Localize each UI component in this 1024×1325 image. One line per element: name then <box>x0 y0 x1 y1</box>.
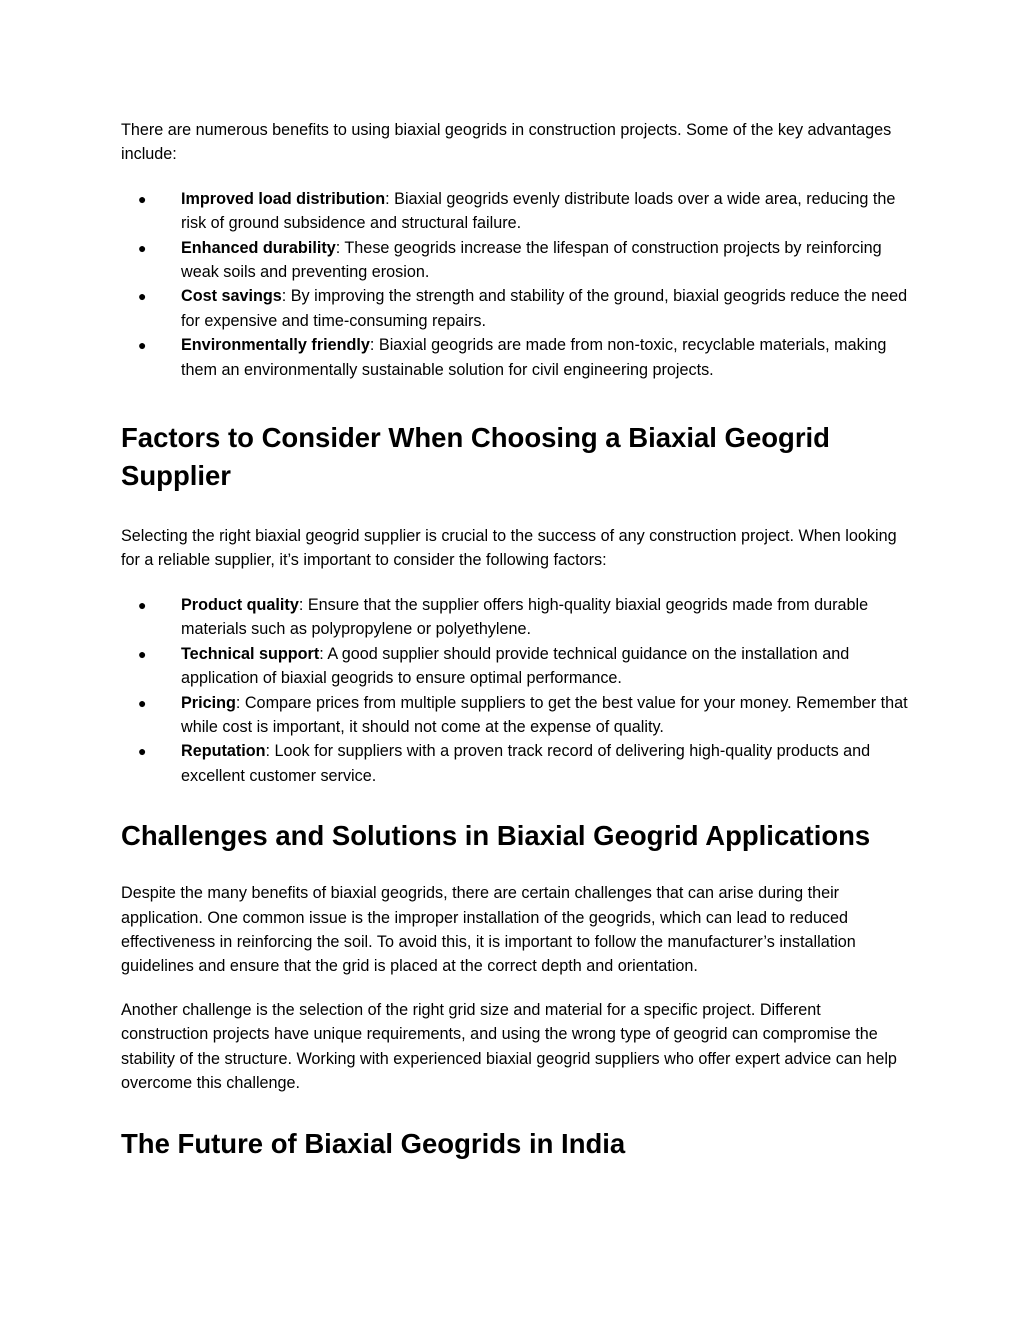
bullet-icon: ● <box>138 596 147 613</box>
list-item <box>121 691 911 740</box>
list-item-term: Cost savings <box>181 287 282 306</box>
bullet-icon: ● <box>138 190 147 207</box>
list-item-term: Reputation <box>181 742 266 761</box>
benefits-list <box>121 187 911 382</box>
list-item <box>121 284 911 333</box>
list-item-desc: : Compare prices from multiple suppliers to get the best value for your money. Remember that while cost is important, it should not come at the expense of quality. <box>181 693 908 736</box>
factors-list <box>121 593 911 788</box>
section-heading-future: The Future of Biaxial Geogrids in India <box>121 1128 626 1160</box>
bullet-icon: ● <box>138 743 147 760</box>
list-item-term: Improved load distribution <box>181 189 386 208</box>
list-item-term: Enhanced durability <box>181 238 336 257</box>
list-item <box>121 333 911 382</box>
challenges-paragraph-1: Despite the many benefits of biaxial geogrids, there are certain challenges that can arise during their application. One common issue is the improper installation of the geogrids, which can lead to reduced effectiveness in reinforcing the soil. To avoid this, it is important to follow the manufacturer’s installation guidelines and ensure that the grid is placed at the correct depth and orientation. <box>121 884 856 976</box>
bullet-icon: ● <box>138 288 147 305</box>
intro-paragraph: There are numerous benefits to using biaxial geogrids in construction projects. Some of the key advantages include: <box>121 121 892 164</box>
list-item-desc: : By improving the strength and stability of the ground, biaxial geogrids reduce the need for expensive and time-consuming repairs. <box>181 287 908 330</box>
bullet-icon: ● <box>138 694 147 711</box>
list-item-desc: : Ensure that the supplier offers high-quality biaxial geogrids made from durable materials such as polypropylene or polyethylene. <box>181 595 869 639</box>
list-item <box>121 236 911 285</box>
list-item-term: Technical support <box>181 644 320 663</box>
section-heading-factors: Factors to Consider When Choosing a Biaxial Geogrid Supplier <box>121 422 830 492</box>
list-item <box>121 642 911 691</box>
list-item <box>121 739 911 788</box>
list-item-desc: : These geogrids increase the lifespan of construction projects by reinforcing weak soils and preventing erosion. <box>181 238 882 282</box>
list-item-term: Environmentally friendly <box>181 336 370 355</box>
factors-intro-paragraph: Selecting the right biaxial geogrid supplier is crucial to the success of any construction project. When looking for a reliable supplier, it’s important to consider the following factors: <box>121 527 897 570</box>
list-item-desc: : Look for suppliers with a proven track record of delivering high-quality products and excellent customer service. <box>181 742 871 785</box>
list-item <box>121 187 911 236</box>
document-page <box>121 118 911 1163</box>
bullet-icon: ● <box>138 337 147 354</box>
list-item-desc: : Biaxial geogrids evenly distribute loads over a wide area, reducing the risk of ground subsidence and structural failure. <box>181 189 896 233</box>
challenges-paragraph-2: Another challenge is the selection of the right grid size and material for a specific project. Different construction projects have unique requirements, and using the wrong type of geogrid can compromise the stability of the structure. Working with experienced biaxial geogrid suppliers who offer expert advice can help overcome this challenge. <box>121 1000 897 1092</box>
list-item-desc: : Biaxial geogrids are made from non-toxic, recyclable materials, making them an environmentally sustainable solution for civil engineering projects. <box>181 336 887 379</box>
list-item-desc: : A good supplier should provide technical guidance on the installation and application of biaxial geogrids to ensure optimal performance. <box>181 644 850 688</box>
bullet-icon: ● <box>138 645 147 662</box>
list-item <box>121 593 911 642</box>
section-heading-challenges: Challenges and Solutions in Biaxial Geogrid Applications <box>121 820 871 852</box>
list-item-term: Pricing <box>181 693 236 712</box>
list-item-term: Product quality <box>181 595 299 614</box>
bullet-icon: ● <box>138 239 147 256</box>
